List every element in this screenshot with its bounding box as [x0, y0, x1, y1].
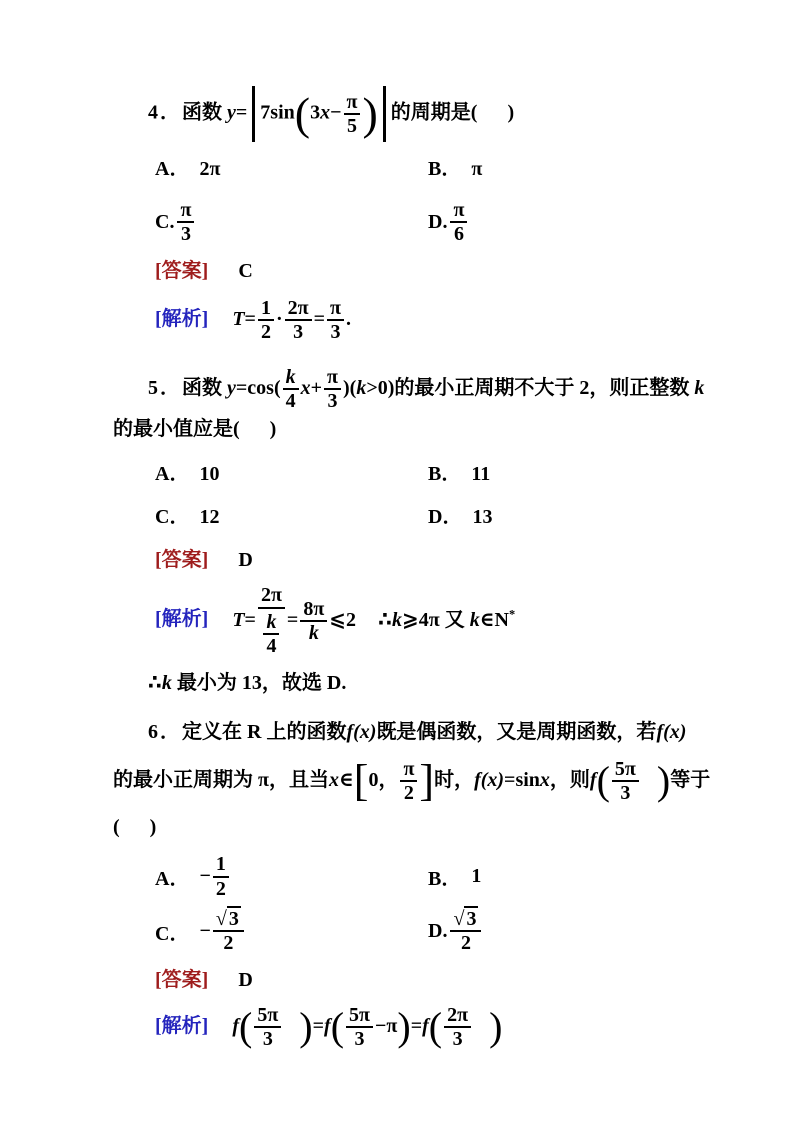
fraction-numerator: π: [344, 91, 361, 115]
variable-T: T: [232, 608, 245, 631]
variable-k: k: [356, 376, 367, 399]
minus-sign: −: [199, 919, 211, 942]
fraction-5pi-3: [254, 1004, 281, 1051]
function-f: f: [232, 1014, 239, 1037]
q6-question-line-1: [113, 717, 714, 748]
q6-analysis-line: [113, 1004, 714, 1051]
fraction-pi-2: [400, 758, 417, 805]
big-paren-close: ): [656, 757, 671, 803]
q4-choices-row-2: [113, 199, 714, 246]
minus-sign: −: [330, 101, 342, 124]
choice-label: B．: [428, 868, 462, 891]
fraction-2pi-3: [285, 297, 312, 344]
choice-c: [155, 199, 428, 246]
choice-d: [428, 502, 492, 533]
fraction-denominator: [260, 609, 282, 658]
equals-sign: =: [286, 608, 299, 631]
radicand: 3: [228, 908, 239, 931]
big-paren-open: (: [294, 88, 311, 140]
q5-analysis-line-1: [113, 584, 714, 657]
question-number: 6．: [148, 720, 182, 743]
fraction-k-4: [283, 366, 299, 413]
fraction-denominator: 2: [223, 932, 234, 955]
superscript-star: *: [508, 606, 516, 621]
variable-x: x: [300, 376, 311, 399]
element-of-N: ∈N: [479, 608, 509, 631]
therefore-symbol: ∴: [148, 671, 162, 694]
function-f: f: [589, 768, 597, 791]
fraction-denominator: 2: [460, 932, 471, 955]
q6-choices-row-2: [113, 908, 714, 955]
q6-choices-row-1: [113, 853, 714, 900]
equals-sign: =: [313, 307, 325, 330]
variable-k: k: [694, 376, 705, 399]
q6-question-line-2: [113, 758, 714, 805]
choice-label: A．: [155, 158, 190, 180]
fraction-pi-5: [344, 91, 361, 138]
fraction-numerator: π: [324, 366, 341, 390]
q5-analysis-line-2: [113, 668, 714, 699]
function-fx: f(x): [346, 720, 377, 743]
question-text: 时，: [434, 768, 475, 791]
less-equal: ⩽2: [329, 608, 357, 631]
interval-zero: 0，: [368, 768, 399, 791]
variable-x: x: [328, 768, 339, 791]
choice-label: B．: [428, 463, 462, 486]
question-text: 的最小正周期不大于 2，则正整数: [394, 376, 690, 399]
fraction-denominator: 3: [354, 1028, 365, 1051]
variable-T: T: [232, 307, 245, 330]
q5-choices-row-1: [113, 459, 714, 490]
choice-value: 13: [472, 506, 493, 529]
fraction-denominator: 2: [260, 321, 271, 344]
fraction-denominator: 6: [453, 223, 464, 246]
answer-label: [答案]: [155, 968, 209, 991]
choice-value: 2π: [199, 158, 221, 180]
q4-answer-line: [113, 256, 714, 287]
fraction-sqrt3-2: [213, 908, 244, 955]
big-bracket-close: ]: [419, 756, 435, 806]
choice-d: [428, 908, 483, 955]
equals-sign: =: [244, 608, 256, 631]
choice-b: [428, 862, 481, 891]
fraction-denominator: 3: [180, 223, 191, 246]
fraction-numerator: 1: [213, 853, 229, 877]
choice-label: A．: [155, 868, 190, 891]
fraction-denominator: 3: [330, 321, 341, 344]
fraction-denominator: 2: [403, 781, 414, 804]
fraction-numerator: 2π: [258, 584, 285, 608]
fraction-denominator: 3: [452, 1028, 463, 1051]
question-text: 定义在 R 上的函数: [182, 720, 347, 743]
fraction-numerator: [213, 908, 244, 932]
analysis-label: [解析]: [155, 307, 209, 330]
choice-b: [428, 154, 482, 185]
analysis-label: [解析]: [155, 1014, 209, 1037]
fraction-numerator: 1: [258, 297, 274, 321]
fraction-2pi-3: [444, 1004, 471, 1051]
radical-sign: √: [453, 908, 465, 931]
radical-sign: √: [215, 908, 227, 931]
fraction-numerator: 5π: [612, 758, 639, 782]
period: .: [345, 307, 351, 330]
q5-choices-row-2: [113, 502, 714, 533]
function-fx: f(x): [656, 720, 687, 743]
fraction-numerator: 2π: [444, 1004, 471, 1028]
fraction-pi-3: [327, 297, 344, 344]
question-text: 既是偶函数，又是周期函数，若: [376, 720, 657, 743]
fraction-8pi-k: [300, 598, 327, 645]
choice-a: [155, 154, 428, 185]
choice-value: 12: [199, 506, 220, 529]
choice-value: 11: [471, 463, 491, 486]
fraction-sqrt3-2: [450, 908, 481, 955]
big-paren-open: (: [428, 1004, 443, 1050]
q6-answer-line: [113, 965, 714, 996]
question-text: 的最小正周期为 π，且当: [113, 768, 329, 791]
question-text: 函数: [182, 101, 222, 124]
equals-sign: =: [410, 1014, 423, 1037]
conclusion-text: 最小为 13，故选 D.: [176, 671, 347, 694]
variable-k: k: [391, 608, 402, 631]
abs-bar-right: [383, 86, 386, 142]
choice-c: [155, 502, 428, 533]
choice-label: A．: [155, 463, 190, 486]
big-paren-close: ): [489, 1004, 503, 1050]
choice-value: 1: [471, 865, 482, 888]
therefore-symbol: ∴: [378, 608, 392, 631]
also-text: 又: [444, 608, 465, 631]
fraction-pi-3: [324, 366, 341, 413]
minus-pi: −π: [375, 1014, 398, 1037]
analysis-label: [解析]: [155, 608, 209, 631]
q4-choices-row-1: [113, 154, 714, 185]
big-paren-close: ): [299, 1004, 313, 1050]
choice-d: [428, 199, 469, 246]
fraction-numerator: π: [450, 199, 467, 223]
choice-label: C．: [155, 506, 190, 529]
fraction-numerator: k: [263, 611, 279, 635]
answer-value: C: [238, 259, 253, 282]
choice-label: C．: [155, 922, 190, 945]
equals-sign: =: [312, 1014, 325, 1037]
equals-sign: =: [244, 307, 256, 330]
fraction-denominator: 3: [327, 389, 338, 412]
question-number: 5．: [148, 376, 182, 399]
q5-question-line-1: [113, 366, 714, 413]
choice-label: D．: [428, 506, 463, 529]
answer-label: [答案]: [155, 259, 209, 282]
choice-a: [155, 853, 428, 900]
equals-sign: =: [235, 376, 248, 399]
function-f: f: [324, 1014, 331, 1037]
fraction-pi-3: [177, 199, 194, 246]
choice-c: [155, 908, 428, 955]
function-name: sin: [515, 768, 540, 791]
plus-sign: +: [310, 376, 323, 399]
choice-label: C.: [155, 210, 175, 233]
question-text: ，则: [549, 768, 590, 791]
greater-equal: ⩾: [401, 608, 419, 631]
choice-b: [428, 459, 490, 490]
coefficient: 3: [310, 101, 321, 124]
choice-value: 10: [199, 463, 220, 486]
element-of: ∈: [338, 768, 354, 791]
fraction-numerator: π: [400, 758, 417, 782]
q6-question-line-3: [113, 812, 714, 843]
fraction-numerator: π: [327, 297, 344, 321]
fraction-denominator: 3: [293, 321, 304, 344]
value: 4π: [418, 608, 440, 631]
fraction-denominator: 3: [620, 781, 631, 804]
fraction-5pi-3: [346, 1004, 373, 1051]
fraction-denominator: 4: [285, 389, 296, 412]
big-bracket-open: [: [353, 756, 369, 806]
fraction-denominator: 2: [215, 877, 226, 900]
variable-x: x: [320, 101, 331, 124]
multiply-dot: ·: [275, 307, 283, 330]
fraction-numerator: 2π: [285, 297, 312, 321]
function-name: 7sin: [260, 101, 295, 124]
fraction-denominator: 3: [262, 1028, 273, 1051]
paren-close-open: )(: [343, 376, 357, 399]
answer-label: [答案]: [155, 549, 209, 572]
big-paren-open: (: [239, 1004, 253, 1050]
fraction-denominator: 4: [266, 635, 277, 658]
fraction-numerator: 8π: [300, 598, 327, 622]
choice-label: B．: [428, 158, 462, 180]
fraction-1-2: [258, 297, 274, 344]
big-paren-close: ): [397, 1004, 411, 1050]
big-paren-open: (: [596, 757, 610, 803]
equals-sign: =: [235, 101, 248, 124]
question-text: 等于: [670, 768, 711, 791]
variable-k: k: [469, 608, 480, 631]
fraction-denominator: 5: [346, 115, 357, 137]
variable-x: x: [539, 768, 550, 791]
question-tail: 的周期是( ): [390, 101, 515, 124]
answer-value: D: [238, 968, 253, 991]
fraction-denominator: k: [308, 621, 319, 644]
choice-value: π: [471, 158, 483, 180]
answer-value: D: [238, 549, 253, 572]
fraction-numerator: 5π: [346, 1004, 373, 1028]
fraction-numerator: k: [283, 366, 299, 390]
question-number: 4．: [148, 101, 182, 124]
q5-question-line-2: [113, 414, 714, 445]
choice-a: [155, 459, 428, 490]
function-name: cos(: [247, 376, 281, 399]
question-text: 的最小值应是( ): [113, 418, 277, 441]
fraction-numerator: π: [177, 199, 194, 223]
choice-label: D.: [428, 919, 448, 942]
fraction-k-4: [263, 611, 279, 658]
abs-bar-left: [252, 86, 255, 142]
q4-question-line: [113, 86, 714, 142]
blank-parens: ( ): [113, 816, 157, 839]
q5-answer-line: [113, 545, 714, 576]
fraction-pi-6: [450, 199, 467, 246]
fraction-2pi-over-k4: [258, 584, 285, 657]
fraction-numerator: [450, 908, 481, 932]
variable-k: k: [161, 671, 172, 694]
big-paren-open: (: [330, 1004, 345, 1050]
variable-y: y: [227, 101, 236, 124]
equals-sign: =: [504, 768, 516, 791]
question-text: 函数: [182, 376, 222, 399]
fraction-5pi-3: [612, 758, 639, 805]
condition-text: >0): [366, 376, 395, 399]
minus-sign: −: [199, 865, 211, 888]
q4-analysis-line: [113, 297, 714, 344]
fraction-numerator: 5π: [254, 1004, 281, 1028]
radicand: 3: [466, 908, 477, 931]
fraction-1-2: [213, 853, 229, 900]
big-paren-close: ): [362, 88, 378, 140]
function-f: f: [422, 1014, 429, 1037]
choice-label: D.: [428, 210, 448, 233]
variable-y: y: [227, 376, 236, 399]
function-fx: f(x): [474, 768, 505, 791]
